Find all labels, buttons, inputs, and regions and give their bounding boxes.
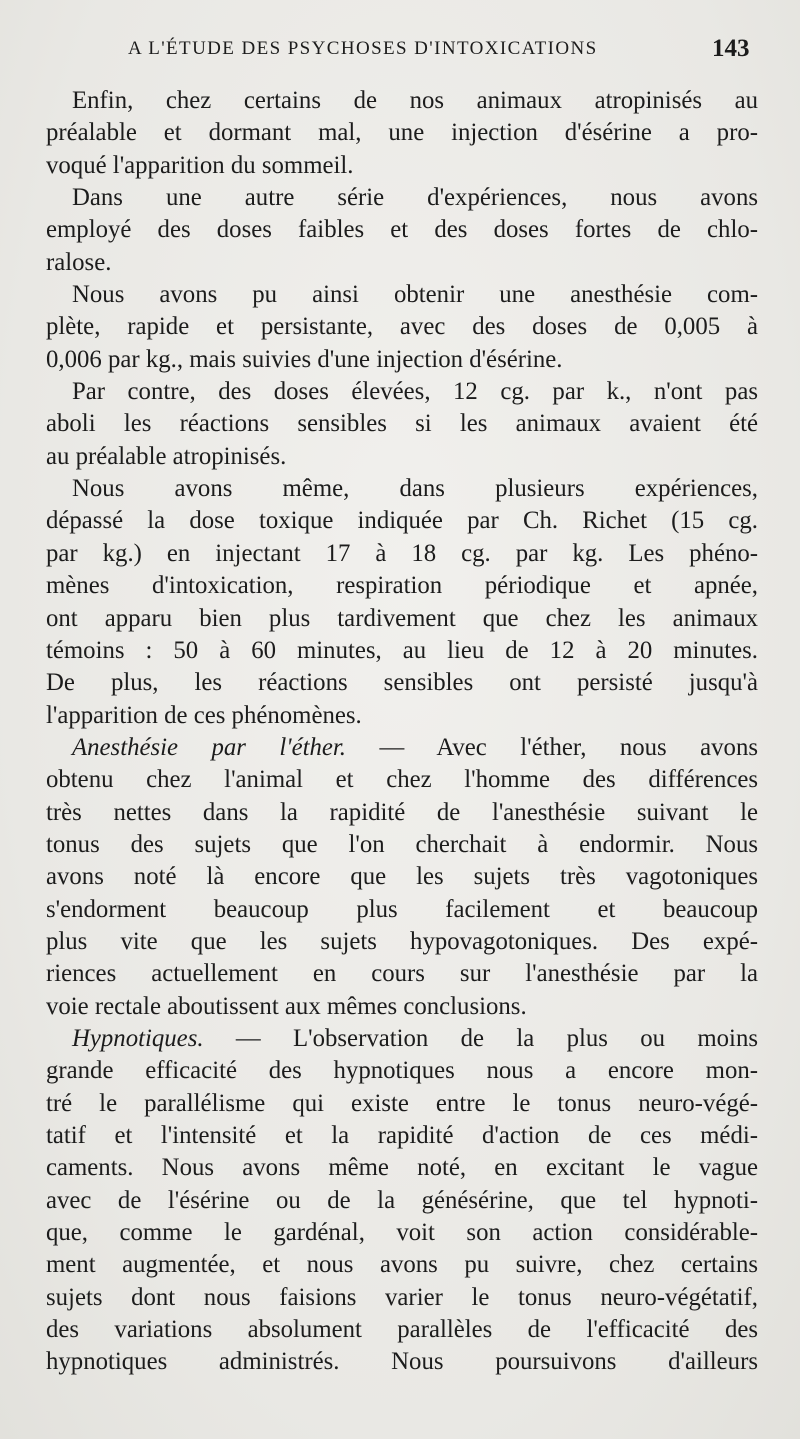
text-line: tré le parallélisme qui existe entre le tonus neuro-végé- — [46, 1089, 758, 1117]
paragraph — [46, 279, 758, 376]
paragraph — [46, 376, 758, 473]
text-line: 0,006 par kg., mais suivies d'une injection d'ésérine. — [46, 345, 563, 373]
text-line: préalable et dormant mal, une injection d'ésérine a pro- — [46, 119, 758, 147]
text-line: sujets dont nous faisions varier le tonus neuro-végétatif, — [46, 1283, 758, 1311]
text-line: hypnotiques administrés. Nous poursuivons d'ailleurs — [46, 1348, 758, 1376]
heading-line-rest: — L'observation de la plus ou moins — [203, 1024, 758, 1052]
text-line: voqué l'apparition du sommeil. — [46, 151, 354, 179]
text-line: riences actuellement en cours sur l'anesthésie par la — [46, 960, 758, 988]
text-line: des variations absolument parallèles de l'efficacité des — [46, 1316, 758, 1344]
text-line — [46, 1023, 758, 1055]
text-line: ralose. — [46, 248, 112, 276]
text-line: De plus, les réactions sensibles ont persisté jusqu'à — [46, 669, 758, 697]
text-line: plète, rapide et persistante, avec des doses de 0,005 à — [46, 313, 758, 341]
page-number: 143 — [712, 35, 750, 62]
text-line: avons noté là encore que les sujets très vagotoniques — [46, 863, 758, 891]
text-line: caments. Nous avons même noté, en excitant le vague — [46, 1154, 758, 1182]
paragraph — [46, 182, 758, 279]
text-line: Enfin, chez certains de nos animaux atropinisés au — [72, 87, 758, 114]
text-line: que, comme le gardénal, voit son action considérable- — [46, 1219, 758, 1247]
body-text — [46, 85, 758, 1379]
text-line: employé des doses faibles et des doses fortes de chlo- — [46, 216, 758, 244]
text-line: aboli les réactions sensibles si les animaux avaient été — [46, 410, 758, 438]
text-line: l'apparition de ces phénomènes. — [46, 701, 362, 729]
paragraph — [46, 732, 758, 1023]
text-line: avec de l'ésérine ou de la génésérine, que tel hypnoti- — [46, 1186, 758, 1214]
text-line: voie rectale aboutissent aux mêmes conclusions. — [46, 992, 527, 1020]
text-line — [46, 732, 758, 764]
paragraph — [46, 1023, 758, 1379]
text-line: dépassé la dose toxique indiquée par Ch. Richet (15 cg. — [46, 507, 758, 535]
section-heading: Hypnotiques. — [72, 1024, 204, 1052]
text-line: Par contre, des doses élevées, 12 cg. par k., n'ont pas — [72, 378, 758, 406]
paragraph — [46, 473, 758, 732]
text-line: très nettes dans la rapidité de l'anesthésie suivant le — [46, 798, 758, 826]
paragraph — [46, 85, 758, 182]
text-line: plus vite que les sujets hypovagotoniques. Des expé- — [46, 927, 758, 955]
running-head: A L'ÉTUDE DES PSYCHOSES D'INTOXICATIONS — [128, 38, 598, 59]
text-line: Nous avons pu ainsi obtenir une anesthésie com- — [72, 281, 758, 309]
text-line: s'endorment beaucoup plus facilement et beaucoup — [46, 895, 758, 923]
section-heading: Anesthésie par l'éther. — [72, 733, 346, 761]
text-line: par kg.) en injectant 17 à 18 cg. par kg. Les phéno- — [46, 539, 758, 567]
text-line: tatif et l'intensité et la rapidité d'action de ces médi- — [46, 1122, 758, 1149]
text-line: mènes d'intoxication, respiration périodique et apnée, — [46, 572, 758, 600]
text-line: obtenu chez l'animal et chez l'homme des différences — [46, 766, 758, 794]
text-line: ment augmentée, et nous avons pu suivre, chez certains — [46, 1251, 758, 1279]
text-line: ont apparu bien plus tardivement que chez les animaux — [46, 604, 758, 632]
text-line: Dans une autre série d'expériences, nous avons — [72, 184, 758, 212]
text-line: au préalable atropinisés. — [46, 442, 287, 470]
text-line: tonus des sujets que l'on cherchait à endormir. Nous — [46, 830, 758, 858]
text-line: Nous avons même, dans plusieurs expériences, — [72, 475, 758, 503]
text-line: grande efficacité des hypnotiques nous a encore mon- — [46, 1057, 758, 1085]
text-line: témoins : 50 à 60 minutes, au lieu de 12 à 20 minutes. — [46, 636, 758, 664]
heading-line-rest: — Avec l'éther, nous avons — [346, 733, 758, 761]
